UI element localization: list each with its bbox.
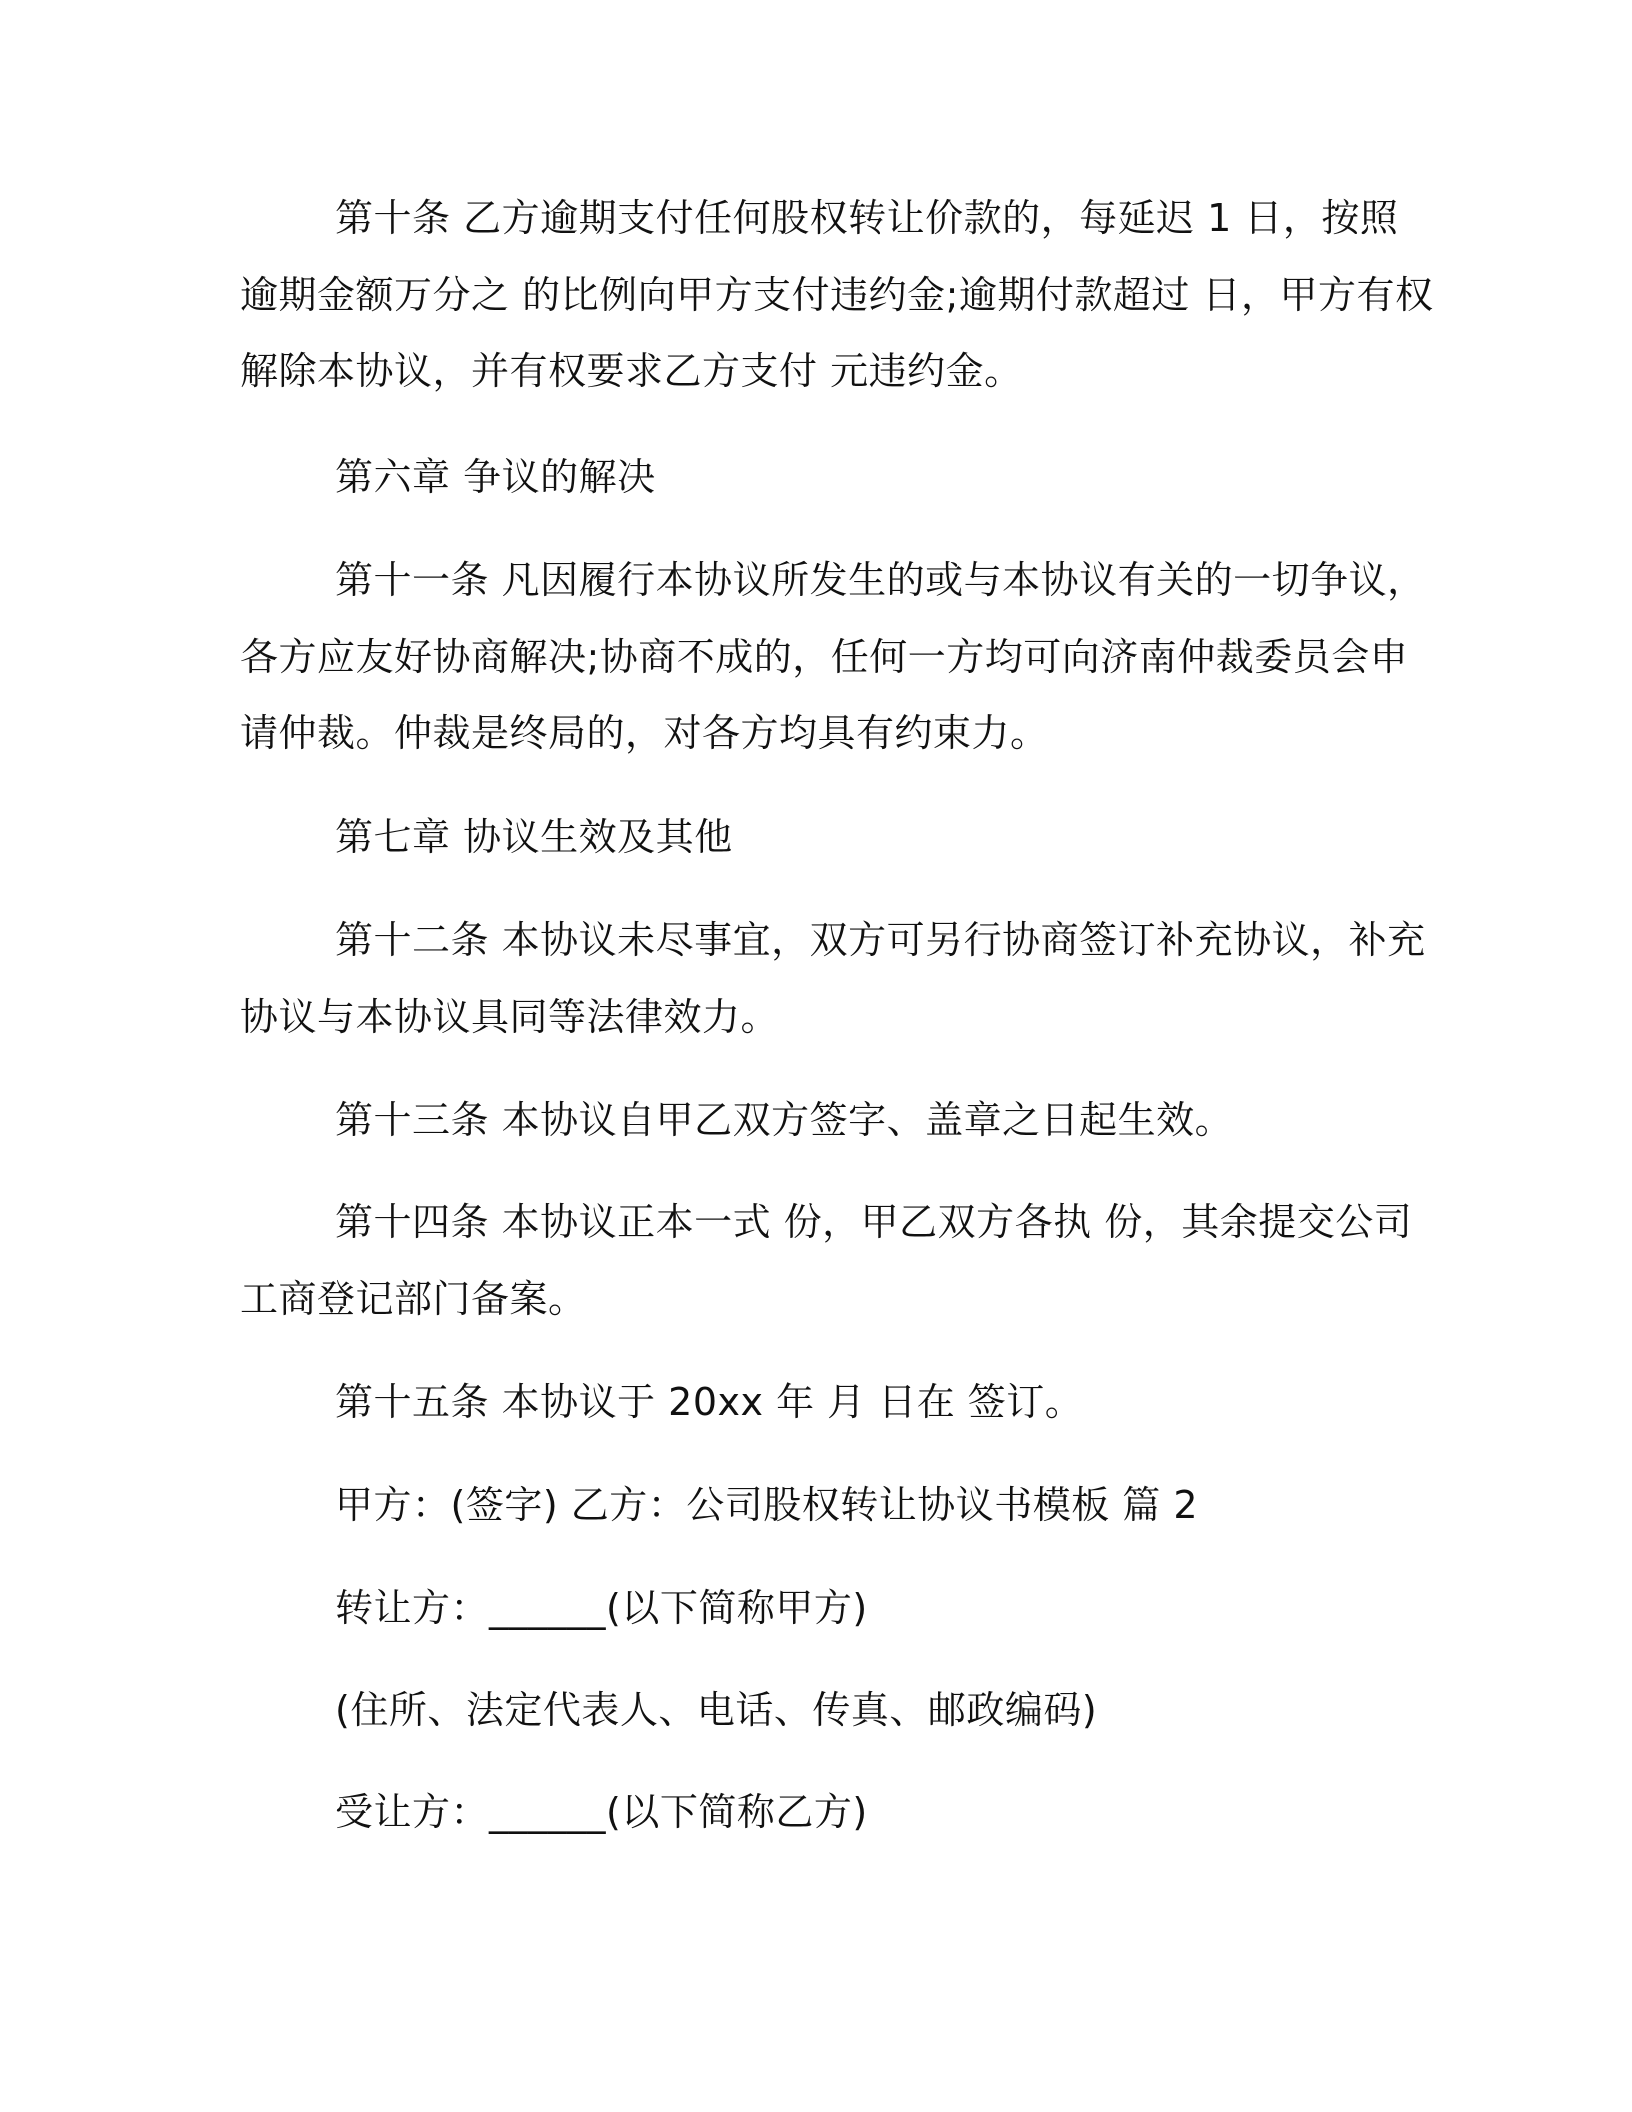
chapter-6-heading: 第六章 争议的解决 bbox=[335, 455, 656, 499]
chapter-7-heading: 第七章 协议生效及其他 bbox=[335, 815, 733, 859]
article-13-line: 第十三条 本协议自甲乙双方签字、盖章之日起生效。 bbox=[335, 1098, 1234, 1142]
article-11-line-3: 请仲裁。仲裁是终局的，对各方均具有约束力。 bbox=[240, 711, 1049, 755]
article-14-line-1: 第十四条 本协议正本一式 份，甲乙双方各执 份，其余提交公司 bbox=[335, 1200, 1413, 1244]
article-12-line-2: 协议与本协议具同等法律效力。 bbox=[240, 995, 780, 1039]
article-15-line: 第十五条 本协议于 20xx 年 月 日在 签订。 bbox=[335, 1380, 1084, 1424]
article-11-line-2: 各方应友好协商解决;协商不成的，任何一方均可向济南仲裁委员会申 bbox=[240, 635, 1409, 679]
article-14-line-2: 工商登记部门备案。 bbox=[240, 1277, 587, 1321]
transferor-details-line: (住所、法定代表人、电话、传真、邮政编码) bbox=[335, 1688, 1098, 1732]
article-11-line-1: 第十一条 凡因履行本协议所发生的或与本协议有关的一切争议， bbox=[335, 558, 1426, 602]
article-10-line-1: 第十条 乙方逾期支付任何股权转让价款的，每延迟 1 日，按照 bbox=[335, 196, 1399, 240]
article-10-line-3: 解除本协议，并有权要求乙方支付 元违约金。 bbox=[240, 349, 1023, 393]
transferor-line: 转让方：______(以下简称甲方) bbox=[335, 1586, 868, 1630]
article-12-line-1: 第十二条 本协议未尽事宜，双方可另行协商签订补充协议，补充 bbox=[335, 918, 1426, 962]
transferee-line: 受让方：______(以下简称乙方) bbox=[335, 1790, 868, 1834]
article-10-line-2: 逾期金额万分之 的比例向甲方支付违约金;逾期付款超过 日，甲方有权 bbox=[240, 273, 1434, 317]
signature-line: 甲方：(签字) 乙方：公司股权转让协议书模板 篇 2 bbox=[335, 1483, 1199, 1527]
